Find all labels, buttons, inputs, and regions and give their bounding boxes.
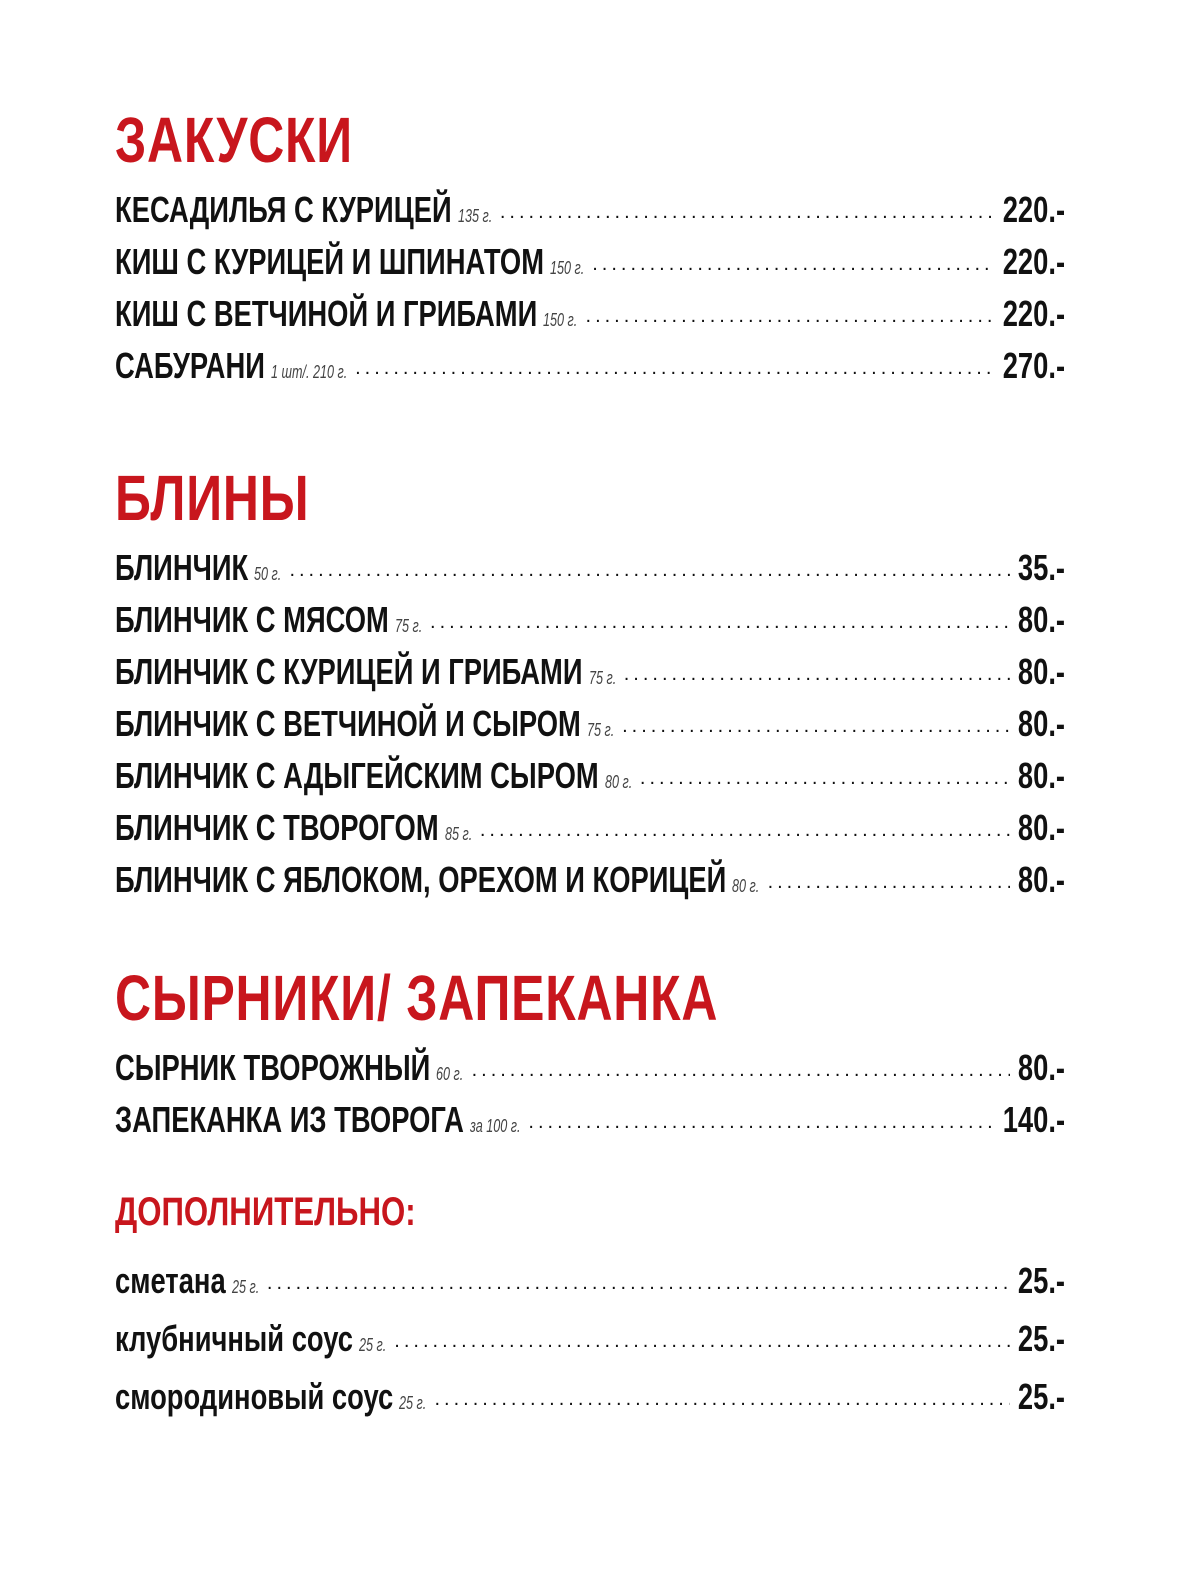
section-syrniki	[115, 962, 1065, 1146]
item-weight: 25 г.	[359, 1335, 387, 1355]
item-name: БЛИНЧИК С КУРИЦЕЙ И ГРИБАМИ	[115, 651, 583, 692]
item-price: 80.-	[1017, 651, 1065, 692]
item-price: 220.-	[1002, 241, 1065, 282]
item-weight: 60 г.	[436, 1064, 464, 1084]
item-price: 35.-	[1017, 547, 1065, 588]
dot-leader	[528, 1096, 994, 1148]
item-price: 25.-	[1017, 1260, 1065, 1301]
dot-leader	[624, 648, 1010, 700]
item-price: 220.-	[1002, 189, 1065, 230]
section-title: ДОПОЛНИТЕЛЬНО:	[115, 1190, 416, 1234]
menu-item	[115, 698, 1065, 750]
menu-item	[115, 1368, 1065, 1426]
dot-leader	[355, 342, 995, 394]
item-name: смородиновый соус	[115, 1376, 394, 1417]
item-name: КИШ С ВЕТЧИНОЙ И ГРИБАМИ	[115, 293, 538, 334]
dot-leader	[768, 856, 1010, 908]
item-weight: 135 г.	[457, 206, 492, 226]
menu-item	[115, 1252, 1065, 1310]
item-weight: 150 г.	[543, 310, 578, 330]
item-name: БЛИНЧИК С АДЫГЕЙСКИМ СЫРОМ	[115, 755, 599, 796]
item-name: КЕСАДИЛЬЯ С КУРИЦЕЙ	[115, 189, 452, 230]
menu-item	[115, 1094, 1065, 1146]
item-name: сметана	[115, 1260, 226, 1301]
item-price: 80.-	[1017, 703, 1065, 744]
dot-leader	[640, 752, 1010, 804]
menu-item	[115, 1310, 1065, 1368]
item-name: БЛИНЧИК С ТВОРОГОМ	[115, 807, 439, 848]
item-name: ЗАПЕКАНКА ИЗ ТВОРОГА	[115, 1099, 464, 1140]
item-weight: 75 г.	[394, 616, 423, 636]
menu-item	[115, 542, 1065, 594]
dot-leader	[480, 804, 1010, 856]
item-price: 25.-	[1017, 1376, 1065, 1417]
dot-leader	[430, 596, 1010, 648]
item-weight: 150 г.	[549, 258, 585, 278]
item-price: 220.-	[1002, 293, 1065, 334]
dot-leader	[592, 238, 994, 290]
item-name: БЛИНЧИК С ЯБЛОКОМ, ОРЕХОМ И КОРИЦЕЙ	[115, 859, 727, 900]
menu-item	[115, 236, 1065, 288]
dot-leader	[586, 290, 995, 342]
menu-item	[115, 802, 1065, 854]
item-name: БЛИНЧИК	[115, 547, 249, 588]
section-snacks	[115, 104, 1065, 392]
section-title: БЛИНЫ	[115, 462, 310, 534]
item-weight: 75 г.	[586, 720, 615, 740]
item-price: 25.-	[1017, 1318, 1065, 1359]
item-weight: 25 г.	[231, 1277, 259, 1297]
dot-leader	[622, 700, 1010, 752]
dot-leader	[267, 1254, 1010, 1312]
item-name: КИШ С КУРИЦЕЙ И ШПИНАТОМ	[115, 241, 544, 282]
item-weight: 85 г.	[444, 824, 472, 844]
menu-item	[115, 594, 1065, 646]
item-name: клубничный соус	[115, 1318, 354, 1359]
item-price: 270.-	[1002, 345, 1065, 386]
menu-item	[115, 646, 1065, 698]
section-extras	[115, 1192, 1065, 1426]
menu-item	[115, 184, 1065, 236]
section-pancakes	[115, 462, 1065, 906]
menu-item	[115, 1042, 1065, 1094]
item-name: БЛИНЧИК С ВЕТЧИНОЙ И СЫРОМ	[115, 703, 581, 744]
item-price: 140.-	[1002, 1099, 1065, 1140]
item-weight: 50 г.	[254, 564, 282, 584]
item-weight: 25 г.	[399, 1393, 427, 1413]
dot-leader	[289, 544, 1009, 596]
section-title: СЫРНИКИ/ ЗАПЕКАНКА	[115, 962, 719, 1034]
item-weight: 80 г.	[732, 876, 760, 896]
menu-item	[115, 854, 1065, 906]
item-price: 80.-	[1017, 1047, 1065, 1088]
item-name: БЛИНЧИК С МЯСОМ	[115, 599, 389, 640]
item-price: 80.-	[1017, 859, 1065, 900]
item-weight: 80 г.	[604, 772, 632, 792]
item-weight: 1 шт/. 210 г.	[270, 362, 348, 382]
item-weight: за 100 г.	[469, 1116, 521, 1136]
menu-item	[115, 288, 1065, 340]
item-name: САБУРАНИ	[115, 345, 265, 386]
menu-item	[115, 340, 1065, 392]
item-price: 80.-	[1017, 807, 1065, 848]
dot-leader	[472, 1044, 1010, 1096]
section-title: ЗАКУСКИ	[115, 104, 353, 176]
dot-leader	[394, 1312, 1010, 1370]
item-price: 80.-	[1017, 599, 1065, 640]
item-weight: 75 г.	[588, 668, 616, 688]
dot-leader	[434, 1370, 1009, 1428]
item-price: 80.-	[1017, 755, 1065, 796]
menu-item	[115, 750, 1065, 802]
item-name: СЫРНИК ТВОРОЖНЫЙ	[115, 1047, 431, 1088]
dot-leader	[500, 186, 995, 238]
